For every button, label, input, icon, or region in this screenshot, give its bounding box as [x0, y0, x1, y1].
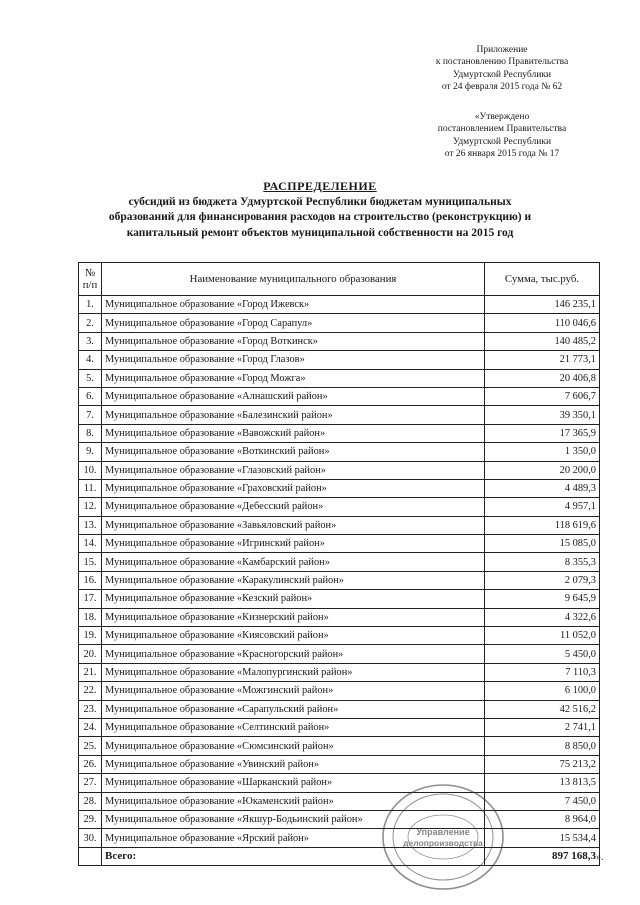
seal-text-2: делопроизводства [403, 838, 483, 848]
row-number: 6. [79, 387, 102, 405]
row-name: Муниципальное образование «Завьяловский район» [102, 516, 485, 534]
row-name: Муниципальное образование «Красногорский район» [102, 645, 485, 663]
row-sum: 7 450,0 [485, 792, 600, 810]
row-name: Муниципальное образование «Малопургинский район» [102, 663, 485, 681]
table-row [79, 351, 600, 369]
table-row [79, 314, 600, 332]
approved-line-2: постановлением Правительства [437, 124, 567, 135]
row-name: Муниципальное образование «Шарканский район» [102, 774, 485, 792]
table-row [79, 774, 600, 792]
row-name: Муниципальное образование «Юкаменский район» [102, 792, 485, 810]
row-sum: 8 964,0 [485, 810, 600, 828]
row-name: Муниципальное образование «Город Глазов» [102, 351, 485, 369]
row-sum: 4 489,3 [485, 479, 600, 497]
table-row [79, 369, 600, 387]
table-row [79, 700, 600, 718]
table-row [79, 682, 600, 700]
row-number: 30. [79, 829, 102, 847]
row-number: 8. [79, 424, 102, 442]
row-name: Муниципальное образование «Дебесский район» [102, 498, 485, 516]
row-number: 26. [79, 755, 102, 773]
row-number: 25. [79, 737, 102, 755]
row-name: Муниципальное образование «Алнашский район» [102, 387, 485, 405]
table-body [79, 296, 600, 866]
total-number-cell [79, 847, 102, 865]
row-number: 2. [79, 314, 102, 332]
appendix-line-4: от 24 февраля 2015 года № 62 [441, 82, 563, 93]
row-sum: 21 773,1 [485, 351, 600, 369]
row-number: 3. [79, 332, 102, 350]
table-row [79, 535, 600, 553]
row-sum: 6 100,0 [485, 682, 600, 700]
row-sum: 9 645,9 [485, 590, 600, 608]
row-number: 14. [79, 535, 102, 553]
approved-line-1: «Утверждено [474, 112, 530, 122]
col-header-name: Наименование муниципального образования [102, 263, 485, 296]
row-name: Муниципальное образование «Можгинский район» [102, 682, 485, 700]
row-sum: 8 850,0 [485, 737, 600, 755]
row-name: Муниципальное образование «Камбарский район» [102, 553, 485, 571]
row-name: Муниципальное образование «Город Ижевск» [102, 296, 485, 314]
row-number: 1. [79, 296, 102, 314]
table-row [79, 718, 600, 736]
table-row [79, 737, 600, 755]
approved-header [402, 111, 602, 161]
approved-line-4: от 26 января 2015 года № 17 [444, 149, 560, 160]
row-sum: 2 079,3 [485, 571, 600, 589]
row-name: Муниципальное образование «Сарапульский район» [102, 700, 485, 718]
row-name: Муниципальное образование «Вавожский район» [102, 424, 485, 442]
table-row [79, 645, 600, 663]
total-sum: 897 168,3 [485, 847, 600, 865]
seal-text-1: Управление [416, 827, 470, 837]
row-sum: 140 485,2 [485, 332, 600, 350]
row-sum: 7 110,3 [485, 663, 600, 681]
row-sum: 110 046,6 [485, 314, 600, 332]
row-name: Муниципальное образование «Кезский район» [102, 590, 485, 608]
row-name: Муниципальное образование «Город Можга» [102, 369, 485, 387]
row-name: Муниципальное образование «Игринский район» [102, 535, 485, 553]
table-row [79, 627, 600, 645]
row-number: 5. [79, 369, 102, 387]
row-number: 27. [79, 774, 102, 792]
row-sum: 13 813,5 [485, 774, 600, 792]
table-row [79, 792, 600, 810]
row-sum: 39 350,1 [485, 406, 600, 424]
row-name: Муниципальное образование «Сюмсинский район» [102, 737, 485, 755]
title-line-2: образований для финансирования расходов на строительство (реконструкцию) и [108, 211, 532, 223]
row-name: Муниципальное образование «Граховский район» [102, 479, 485, 497]
row-name: Муниципальное образование «Город Сарапул» [102, 314, 485, 332]
row-sum: 4 957,1 [485, 498, 600, 516]
row-sum: 1 350,0 [485, 443, 600, 461]
table-row [79, 755, 600, 773]
table-row [79, 443, 600, 461]
row-name: Муниципальное образование «Глазовский район» [102, 461, 485, 479]
row-sum: 17 365,9 [485, 424, 600, 442]
row-number: 9. [79, 443, 102, 461]
table-row [79, 608, 600, 626]
row-number: 10. [79, 461, 102, 479]
row-number: 11. [79, 479, 102, 497]
row-name: Муниципальное образование «Балезинский район» [102, 406, 485, 424]
row-number: 24. [79, 718, 102, 736]
document-title [0, 179, 640, 241]
total-label: Всего: [102, 847, 485, 865]
row-sum: 8 355,3 [485, 553, 600, 571]
appendix-line-1: Приложение [476, 45, 528, 55]
table-row [79, 810, 600, 828]
row-number: 13. [79, 516, 102, 534]
row-sum: 4 322,6 [485, 608, 600, 626]
table-row [79, 571, 600, 589]
row-number: 19. [79, 627, 102, 645]
row-number: 7. [79, 406, 102, 424]
row-sum: 11 052,0 [485, 627, 600, 645]
table-row [79, 479, 600, 497]
row-sum: 20 200,0 [485, 461, 600, 479]
row-sum: 15 534,4 [485, 829, 600, 847]
row-name: Муниципальное образование «Каракулинский район» [102, 571, 485, 589]
row-name: Муниципальное образование «Ярский район» [102, 829, 485, 847]
table-row [79, 332, 600, 350]
row-sum: 2 741,1 [485, 718, 600, 736]
title-main: РАСПРЕДЕЛЕНИЕ [263, 179, 377, 193]
appendix-line-3: Удмуртской Республики [452, 69, 552, 80]
official-seal [378, 780, 508, 895]
col-header-sum: Сумма, тыс.руб. [485, 263, 600, 296]
col-header-number: № п/п [79, 263, 102, 296]
table-row [79, 590, 600, 608]
row-number: 18. [79, 608, 102, 626]
appendix-header [402, 44, 602, 94]
row-name: Муниципальное образование «Якшур-Бодьинский район» [102, 810, 485, 828]
row-number: 21. [79, 663, 102, 681]
table-row [79, 461, 600, 479]
row-sum: 20 406,8 [485, 369, 600, 387]
row-number: 16. [79, 571, 102, 589]
row-number: 23. [79, 700, 102, 718]
table-row [79, 498, 600, 516]
row-name: Муниципальное образование «Киясовский район» [102, 627, 485, 645]
row-sum: 15 085,0 [485, 535, 600, 553]
table-row [79, 424, 600, 442]
table-row [79, 516, 600, 534]
row-sum: 146 235,1 [485, 296, 600, 314]
approved-line-3: Удмуртской Республики [452, 136, 552, 147]
title-line-1: субсидий из бюджета Удмуртской Республики бюджетам муниципальных [128, 195, 512, 208]
table-row [79, 387, 600, 405]
table-header-row [79, 263, 600, 296]
row-name: Муниципальное образование «Город Воткинск» [102, 332, 485, 350]
row-number: 12. [79, 498, 102, 516]
row-number: 17. [79, 590, 102, 608]
row-number: 15. [79, 553, 102, 571]
table-row [79, 553, 600, 571]
table-row [79, 296, 600, 314]
row-name: Муниципальное образование «Кизнерский район» [102, 608, 485, 626]
title-line-3: капитальный ремонт объектов муниципальной собственности на 2015 год [126, 226, 514, 239]
row-sum: 118 619,6 [485, 516, 600, 534]
row-number: 20. [79, 645, 102, 663]
row-number: 28. [79, 792, 102, 810]
table-row [79, 829, 600, 847]
row-sum: 7 606,7 [485, 387, 600, 405]
row-sum: 42 516,2 [485, 700, 600, 718]
row-sum: 5 450,0 [485, 645, 600, 663]
closing-quote: ». [596, 852, 604, 863]
row-name: Муниципальное образование «Увинский район» [102, 755, 485, 773]
table-row [79, 406, 600, 424]
row-name: Муниципальное образование «Селтинский район» [102, 718, 485, 736]
row-number: 29. [79, 810, 102, 828]
row-name: Муниципальное образование «Воткинский район» [102, 443, 485, 461]
row-number: 22. [79, 682, 102, 700]
total-row [79, 847, 600, 865]
row-number: 4. [79, 351, 102, 369]
distribution-table [78, 262, 600, 866]
appendix-line-2: к постановлению Правительства [435, 57, 569, 68]
table-row [79, 663, 600, 681]
row-sum: 75 213,2 [485, 755, 600, 773]
